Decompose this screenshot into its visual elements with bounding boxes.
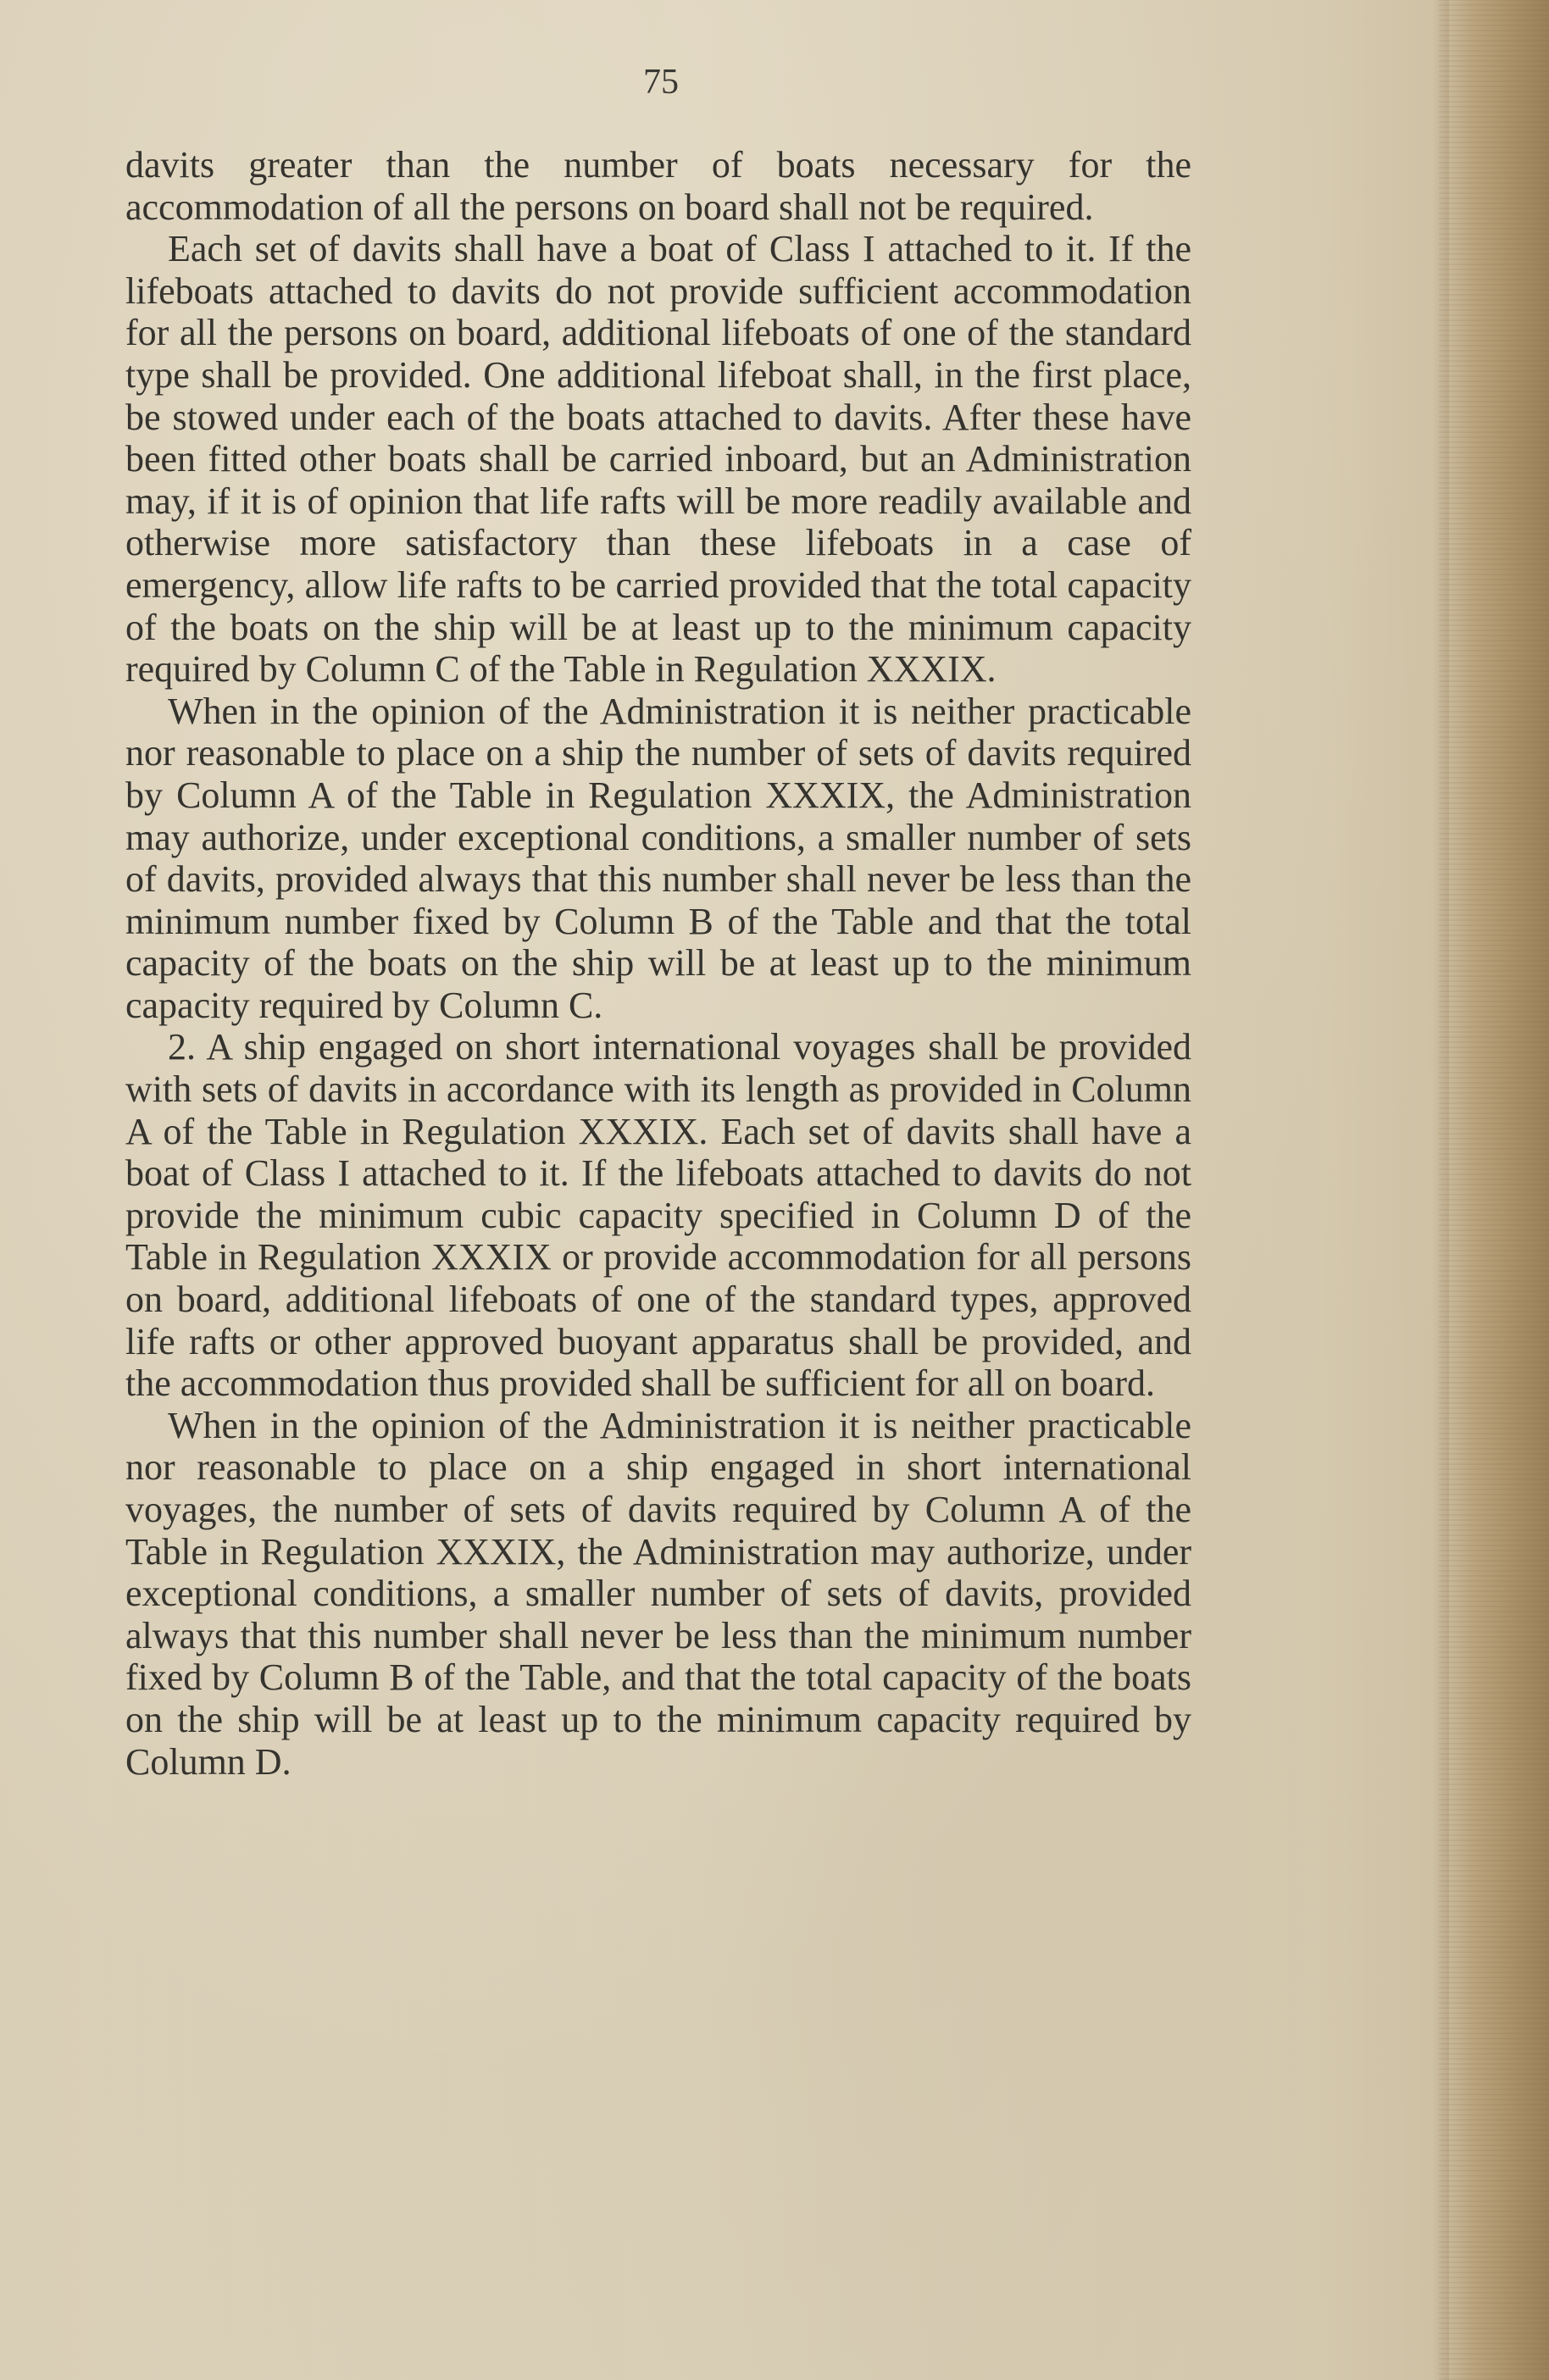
paragraph: Each set of davits shall have a boat of Class I attached to it. If the lifeboats attached to davits do not provide sufficient accommodation for all the persons on board, additional lifeboats of one of the standard type shall be provided. One additional lifeboat shall, in the first place, be stowed under each of the boats attached to davits. After these have been fitted other boats shall be carried inboard, but an Administration may, if it is of opinion that life rafts will be more readily available and otherwise more satisfactory than these lifeboats in a case of emergency, allow life rafts to be carried provided that the total capacity of the boats on the ship will be at least up to the minimum capacity required by Column C of the Table in Regulation XXXIX. — [125, 228, 1191, 691]
paragraph: 2. A ship engaged on short international voyages shall be provided with sets of davits in accordance with its length as provided in Column A of the Table in Regulation XXXIX. Each set of davits shall have a boat of Class I attached to it. If the lifeboats attached to davits do not provide the minimum cubic capacity specified in Column D of the Table in Regulation XXXIX or provide accommodation for all persons on board, additional lifeboats of one of the standard types, approved life rafts or other approved buoyant apparatus shall be provided, and the accommodation thus provided shall be sufficient for all on board. — [125, 1026, 1191, 1405]
paragraph: When in the opinion of the Administration it is neither practicable nor reasonable to place on a ship engaged in short international voyages, the number of sets of davits required by Column A of the Table in Regulation XXXIX, the Administration may authorize, under exceptional conditions, a smaller number of sets of davits, provided always that this number shall never be less than the minimum number fixed by Column B of the Table, and that the total capacity of the boats on the ship will be at least up to the minimum capacity required by Column D. — [125, 1404, 1191, 1783]
body-text — [125, 144, 1191, 1783]
paragraph: When in the opinion of the Administration it is neither practicable nor reasonable to place on a ship the number of sets of davits required by Column A of the Table in Regulation XXXIX, the Administration may authorize, under exceptional conditions, a smaller number of sets of davits, provided always that this number shall never be less than the minimum number fixed by Column B of the Table and that the total capacity of the boats on the ship will be at least up to the minimum capacity required by Column C. — [125, 690, 1191, 1026]
paragraph-continuation: davits greater than the number of boats necessary for the accommodation of all the persons on board shall not be required. — [125, 144, 1191, 228]
page-number: 75 — [643, 63, 679, 102]
page-edge — [1439, 0, 1549, 2380]
